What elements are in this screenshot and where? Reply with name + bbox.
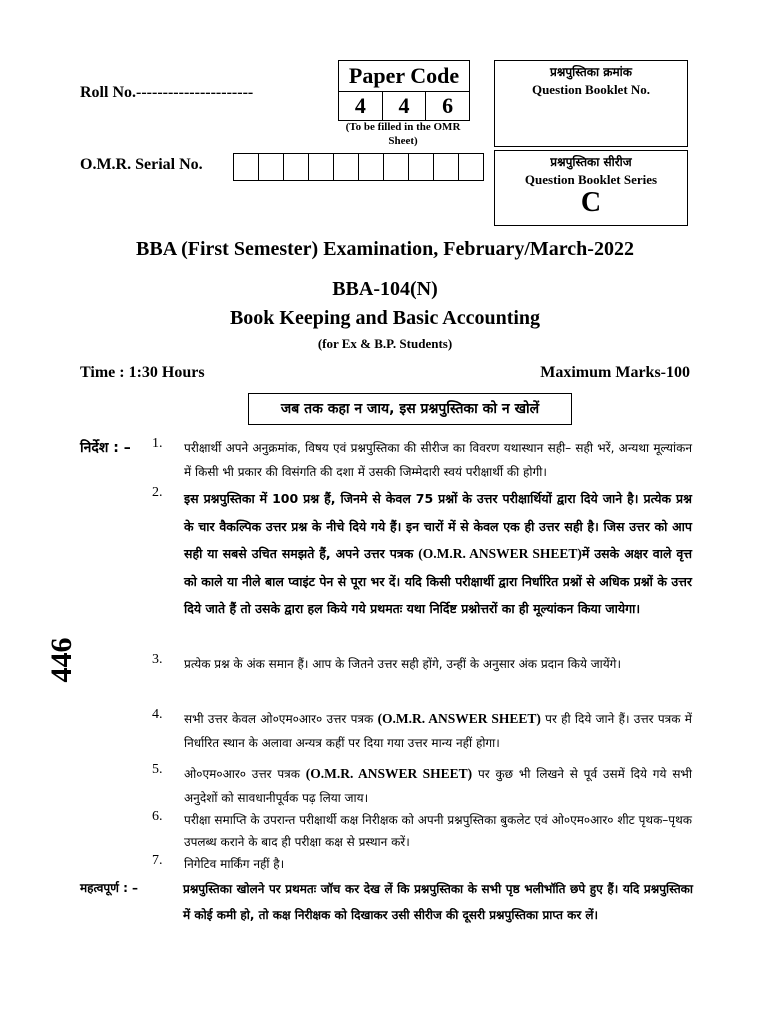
booklet-series-box xyxy=(494,150,688,226)
instruction-number: 1. xyxy=(152,436,163,451)
omr-serial-box xyxy=(359,154,384,180)
side-paper-code: 446 xyxy=(45,637,78,683)
booklet-series-label: Question Booklet Series xyxy=(524,172,658,187)
instruction-number: 7. xyxy=(152,853,163,868)
omr-serial-box xyxy=(384,154,409,180)
omr-serial-box xyxy=(309,154,334,180)
instructions-label: निर्देश : – xyxy=(80,440,131,456)
omr-serial-box xyxy=(434,154,459,180)
booklet-number-hindi-label: प्रश्नपुस्तिका क्रमांक xyxy=(550,65,632,79)
important-label: महत्वपूर्ण : – xyxy=(80,881,139,895)
do-not-open-notice: जब तक कहा न जाय, इस प्रश्नपुस्तिका को न खोलें xyxy=(248,393,572,425)
maximum-marks: Maximum Marks-100 xyxy=(540,364,690,381)
paper-code-digit: 4 xyxy=(383,92,427,120)
booklet-series-hindi-label: प्रश्नपुस्तिका सीरीज xyxy=(550,155,632,169)
omr-serial-box xyxy=(259,154,284,180)
instruction-text-part: ओ०एम०आर० उत्तर पत्रक xyxy=(184,767,300,781)
instruction-text-part: पर ही दिये जाने हैं। उत्तर पत्रक में निर्धारित स्थान के अलावा अन्यत्र कहीं पर दिया गया उत्तर मान्य नहीं होगा। xyxy=(184,712,692,750)
instruction-number: 4. xyxy=(152,707,163,722)
omr-serial-box xyxy=(234,154,259,180)
instruction-text xyxy=(184,707,692,755)
instruction-number: 3. xyxy=(152,652,163,667)
instruction-item xyxy=(152,809,692,853)
omr-serial-label: O.M.R. Serial No. xyxy=(80,156,203,173)
instruction-number: 5. xyxy=(152,762,163,777)
important-text: प्रश्नपुस्तिका खोलने पर प्रथमतः जॉच कर देख लें कि प्रश्नपुस्तिका के सभी पृष्ठ भलीभॉति छपे हुए हैं। यदि प्रश्नपुस्तिका में कोई कमी हो, तो कक्ष निरीक्षक को दिखाकर उसी सीरीज की दूसरी प्रश्नपुस्तिका प्राप्त कर लें। xyxy=(183,882,693,922)
instruction-item xyxy=(152,707,692,755)
booklet-number-box xyxy=(494,60,688,147)
booklet-series-letter: C xyxy=(580,187,602,218)
exam-title: BBA (First Semester) Examination, February/March-2022 xyxy=(136,238,634,260)
instruction-item xyxy=(152,853,692,875)
booklet-number-label: Question Booklet No. xyxy=(531,82,651,97)
omr-answer-sheet-term: (O.M.R. ANSWER SHEET) xyxy=(377,711,541,726)
paper-code-digits xyxy=(339,92,469,120)
course-code: BBA-104(N) xyxy=(332,278,438,300)
instruction-item xyxy=(152,436,692,484)
instruction-text: प्रत्येक प्रश्न के अंक समान हैं। आप के जितने उत्तर सही होंगे, उन्हीं के अनुसार अंक प्रदान किये जायेंगे। xyxy=(184,657,621,671)
roll-number-field: Roll No.---------------------- xyxy=(80,84,254,101)
omr-answer-sheet-term: (O.M.R. ANSWER SHEET) xyxy=(418,546,582,561)
paper-code-title: Paper Code xyxy=(339,61,469,92)
omr-serial-boxes xyxy=(233,153,484,181)
instruction-item xyxy=(152,485,692,623)
instruction-item xyxy=(152,652,692,676)
omr-serial-box xyxy=(284,154,309,180)
omr-serial-box xyxy=(459,154,483,180)
instruction-number: 6. xyxy=(152,809,163,824)
omr-serial-box xyxy=(409,154,434,180)
instruction-item xyxy=(152,762,692,810)
omr-answer-sheet-term: (O.M.R. ANSWER SHEET) xyxy=(305,766,473,781)
instruction-text-part: पर कुछ भी लिखने से पूर्व उसमें दिये गये सभी अनुदेशों को सावधानीपूर्वक पढ़ लिया जाय। xyxy=(184,767,692,805)
instruction-text xyxy=(184,485,692,623)
instruction-text-part: में उसके अक्षर वाले वृत्त को काले या नीले बाल प्वाइंट पेन से पूरा भर दें। यदि किसी परीक्षार्थी द्वारा निर्धारित प्रश्नों से अधिक प्रश्नों के उत्तर दिये जाते हैं तो उसके द्वारा हल किये गये प्रथमतः यथा निर्दिष्ट प्रश्नोत्तरों का ही मूल्यांकन किया जायेगा। xyxy=(184,546,692,616)
instruction-text: निगेटिव मार्किंग नहीं है। xyxy=(184,857,285,871)
instruction-text xyxy=(184,762,692,810)
instruction-number: 2. xyxy=(152,485,163,500)
paper-code-note: (To be filled in the OMR Sheet) xyxy=(345,121,461,147)
students-note: (for Ex & B.P. Students) xyxy=(317,336,453,351)
omr-serial-box xyxy=(334,154,359,180)
exam-time: Time : 1:30 Hours xyxy=(80,364,205,381)
course-name: Book Keeping and Basic Accounting xyxy=(229,307,541,329)
paper-code-box xyxy=(338,60,470,121)
instruction-text-part: इस प्रश्नपुस्तिका में 100 प्रश्न हैं, जिनमे से केवल 75 प्रश्नों के उत्तर परीक्षार्थियों द्वारा दिये जाने है। प्रत्येक प्रश्न के चार वैकल्पिक उत्तर प्रश्न के नीचे दिये गये हैं। इन चारों में से केवल एक ही उत्तर सही है। जिस उत्तर को आप सही या सबसे उचित समझते हैं, अपने उत्तर पत्रक xyxy=(184,491,692,561)
instruction-text: परीक्षा समाप्ति के उपरान्त परीक्षार्थी कक्ष निरीक्षक को अपनी प्रश्नपुस्तिका बुकलेट एवं ओ०एम०आर० शीट पृथक–पृथक उपलब्ध कराने के बाद ही परीक्षा कक्ष से प्रस्थान करें। xyxy=(184,813,692,849)
paper-code-digit: 4 xyxy=(339,92,383,120)
instruction-text-part: सभी उत्तर केवल ओ०एम०आर० उत्तर पत्रक xyxy=(184,712,374,726)
instruction-text: परीक्षार्थी अपने अनुक्रमांक, विषय एवं प्रश्नपुस्तिका की सीरीज का विवरण यथास्थान सही– सही भरें, अन्यथा मूल्यांकन में किसी भी प्रकार की विसंगति की दशा में उसकी जिम्मेदारी स्वयं परीक्षार्थी की होगी। xyxy=(184,441,692,479)
paper-code-digit: 6 xyxy=(442,93,454,118)
